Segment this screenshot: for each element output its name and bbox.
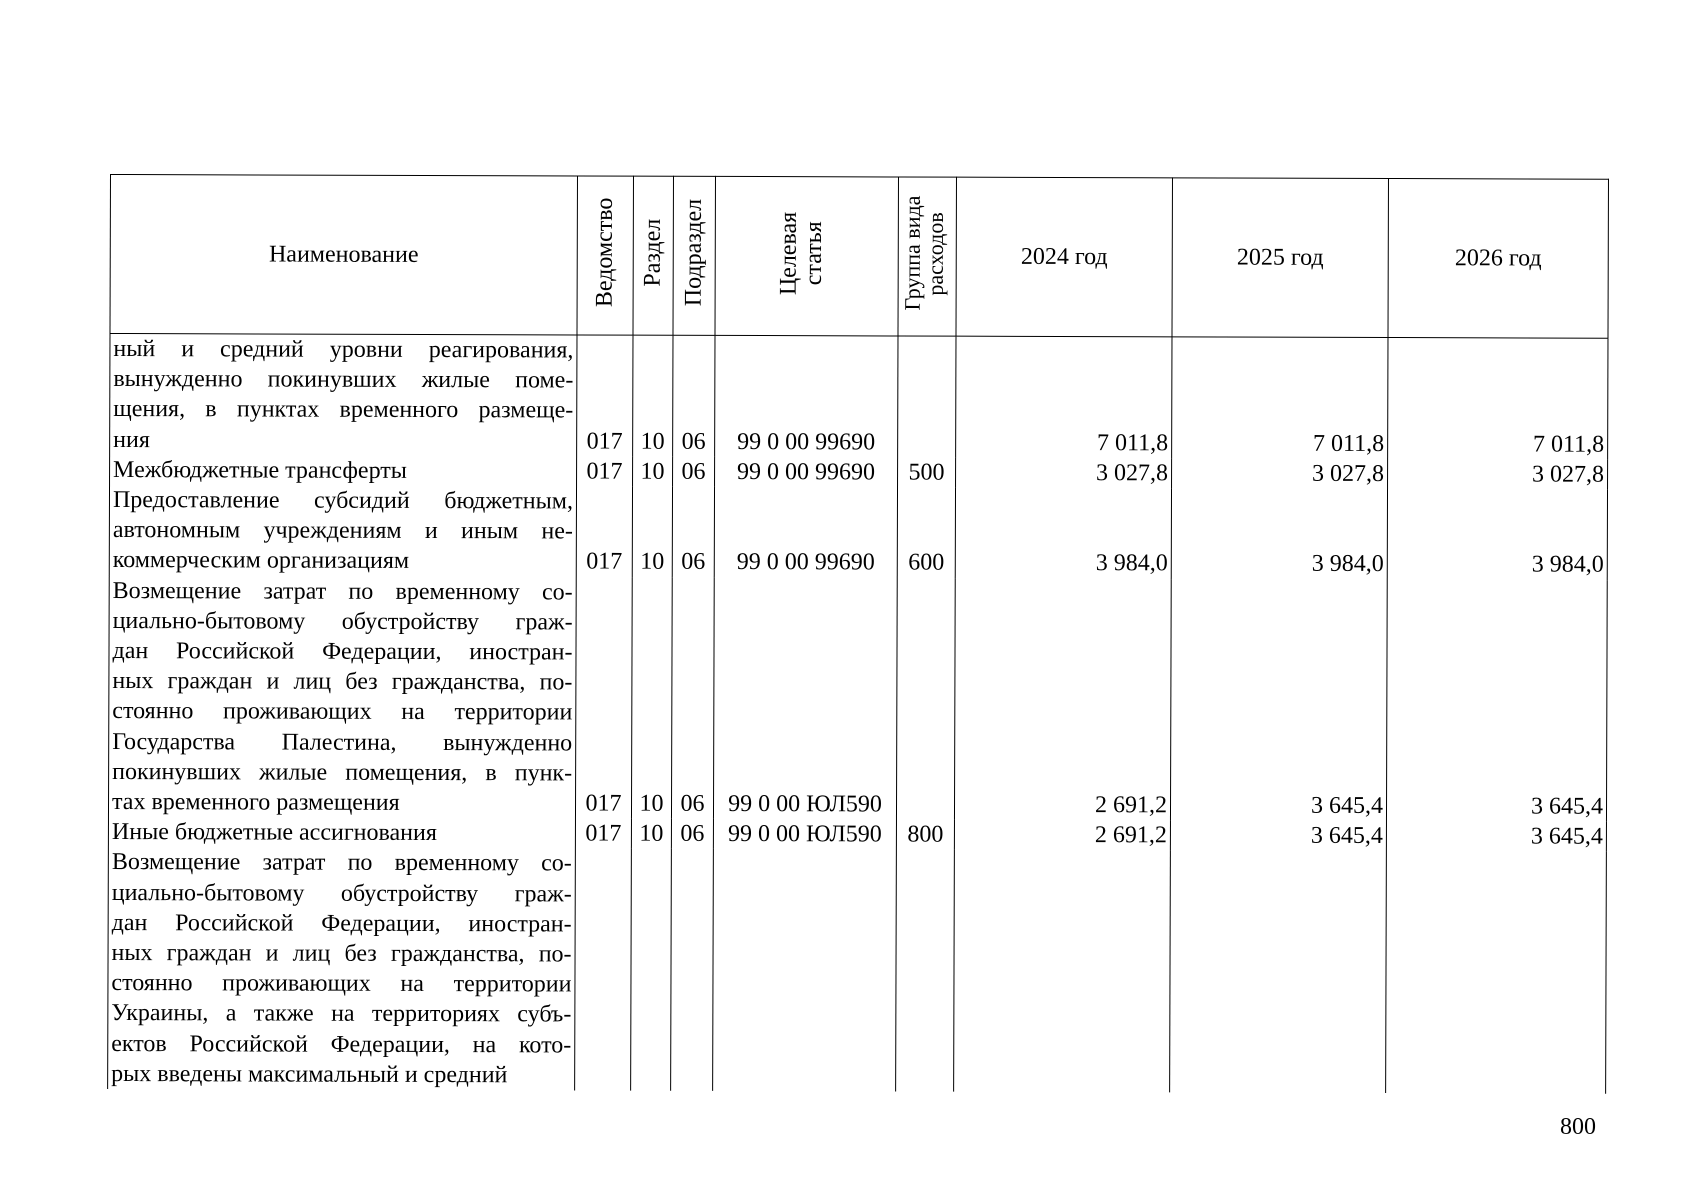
- cell-amount-2024: 3 984,0: [955, 488, 1171, 579]
- cell-department: 017: [575, 577, 632, 819]
- name-line: вынужденно покинувших жилые поме-: [113, 366, 574, 394]
- cell-target-article: 99 0 00 ЮЛ590: [713, 578, 897, 820]
- name-line: Предоставление субсидий бюджетным,: [112, 487, 574, 515]
- cell-expense-group: [896, 850, 955, 1092]
- header-year-2026: 2026 год: [1388, 179, 1608, 339]
- header-expense-group: Группа вида расходов: [898, 177, 956, 336]
- table-row: [110, 334, 1608, 460]
- table-row: [109, 485, 1607, 580]
- table-row: [110, 455, 1608, 490]
- cell-name: [108, 817, 575, 849]
- cell-department: [575, 849, 632, 1091]
- cell-subsection: [671, 849, 714, 1091]
- name-line: Межбюджетные трансферты: [113, 456, 407, 484]
- cell-department: 017: [576, 486, 632, 577]
- cell-name: [108, 576, 576, 819]
- cell-target-article: [713, 849, 897, 1091]
- cell-amount-2025: 3 027,8: [1172, 458, 1388, 489]
- table-row: [108, 847, 1607, 1093]
- name-line: автономным учреждениям и иным не-: [112, 517, 573, 545]
- cell-amount-2024: 3 027,8: [956, 457, 1172, 488]
- cell-amount-2024: 2 691,2: [954, 820, 1170, 851]
- cell-expense-group: [898, 336, 956, 457]
- header-target-article: Целевая статья: [715, 176, 898, 336]
- table-row: [108, 817, 1606, 852]
- name-line: дан Российской Федерации, иностран-: [111, 909, 572, 938]
- cell-amount-2026: 3 027,8: [1388, 459, 1608, 490]
- name-line: циально-бытовому обустройству граж-: [111, 879, 572, 908]
- cell-amount-2024: 2 691,2: [954, 578, 1171, 820]
- header-section: Раздел: [633, 176, 673, 335]
- cell-amount-2025: 3 645,4: [1170, 821, 1386, 852]
- name-line: ния: [113, 426, 150, 453]
- name-line: коммерческим организациям: [112, 547, 410, 575]
- cell-amount-2026: 7 011,8: [1388, 338, 1608, 460]
- cell-amount-2026: 3 645,4: [1386, 580, 1607, 822]
- cell-section: 10: [631, 819, 671, 849]
- cell-section: 10: [631, 577, 672, 819]
- cell-name: [110, 455, 577, 487]
- header-year-2024: 2024 год: [956, 177, 1172, 337]
- cell-name: [108, 847, 576, 1090]
- cell-amount-2024: [954, 850, 1171, 1092]
- page-number: 800: [1560, 1114, 1596, 1140]
- cell-target-article: 99 0 00 99690: [714, 487, 897, 578]
- name-line: Возмещение затрат по временному со-: [112, 577, 573, 606]
- cell-name: [110, 334, 577, 457]
- name-line: тах временного размещения: [111, 789, 400, 816]
- cell-subsection: 06: [671, 577, 714, 819]
- name-line: циально-бытовому обустройству граж-: [112, 607, 573, 636]
- name-line: покинувших жилые помещения, в пунк-: [112, 758, 573, 787]
- budget-table-page: [107, 174, 1608, 1104]
- cell-subsection: 06: [672, 487, 714, 578]
- cell-name: [109, 485, 576, 577]
- name-line: ных граждан и лиц без гражданства, по-: [112, 668, 573, 696]
- table-row: [108, 576, 1607, 822]
- name-line: рых введены максимальный и средний: [111, 1060, 508, 1089]
- name-line: стоянно проживающих на территории: [112, 698, 573, 726]
- cell-department: 017: [577, 456, 633, 486]
- name-line: стоянно проживающих на территории: [111, 970, 572, 998]
- name-line: дан Российской Федерации, иностран-: [112, 638, 573, 666]
- cell-target-article: 99 0 00 99690: [715, 335, 898, 457]
- budget-table: [107, 174, 1609, 1094]
- cell-amount-2025: [1170, 851, 1387, 1093]
- cell-amount-2026: [1386, 851, 1607, 1093]
- header-department: Ведомство: [577, 176, 633, 335]
- cell-amount-2024: 7 011,8: [956, 336, 1172, 458]
- cell-amount-2025: 3 645,4: [1170, 579, 1387, 821]
- cell-amount-2026: 3 984,0: [1387, 489, 1607, 580]
- cell-amount-2026: 3 645,4: [1386, 821, 1606, 852]
- cell-section: [631, 849, 672, 1091]
- name-line: ных граждан и лиц без гражданства, по-: [111, 940, 572, 968]
- cell-subsection: 06: [673, 457, 715, 487]
- cell-expense-group: 500: [898, 457, 956, 487]
- name-line: Иные бюджетные ассигнования: [111, 819, 437, 847]
- name-line: щения, в пунктах временного размеще-: [113, 396, 574, 424]
- header-year-2025: 2025 год: [1172, 178, 1388, 338]
- cell-expense-group: [896, 578, 955, 820]
- cell-expense-group: 600: [897, 487, 955, 578]
- cell-department: 017: [577, 335, 633, 456]
- cell-department: 017: [575, 819, 631, 849]
- name-line: ектов Российской Федерации, на кото-: [111, 1030, 572, 1059]
- cell-amount-2025: 7 011,8: [1172, 337, 1388, 459]
- name-line: Государства Палестина, вынужденно: [112, 728, 573, 757]
- cell-expense-group: 800: [896, 820, 954, 850]
- header-name: Наименование: [110, 175, 577, 335]
- cell-subsection: 06: [671, 819, 713, 849]
- cell-section: 10: [633, 335, 673, 456]
- cell-target-article: 99 0 00 ЮЛ590: [713, 819, 896, 850]
- table-header-row: [110, 175, 1608, 339]
- cell-target-article: 99 0 00 99690: [715, 457, 898, 488]
- header-subsection: Подраздел: [673, 176, 715, 335]
- name-line: ный и средний уровни реагирования,: [113, 336, 574, 364]
- cell-amount-2025: 3 984,0: [1171, 488, 1387, 579]
- name-line: Возмещение затрат по временному со-: [111, 849, 572, 877]
- name-line: Украины, а также на территориях субъ-: [111, 1000, 572, 1028]
- cell-section: 10: [633, 456, 673, 486]
- cell-section: 10: [632, 487, 672, 578]
- cell-subsection: 06: [673, 335, 715, 456]
